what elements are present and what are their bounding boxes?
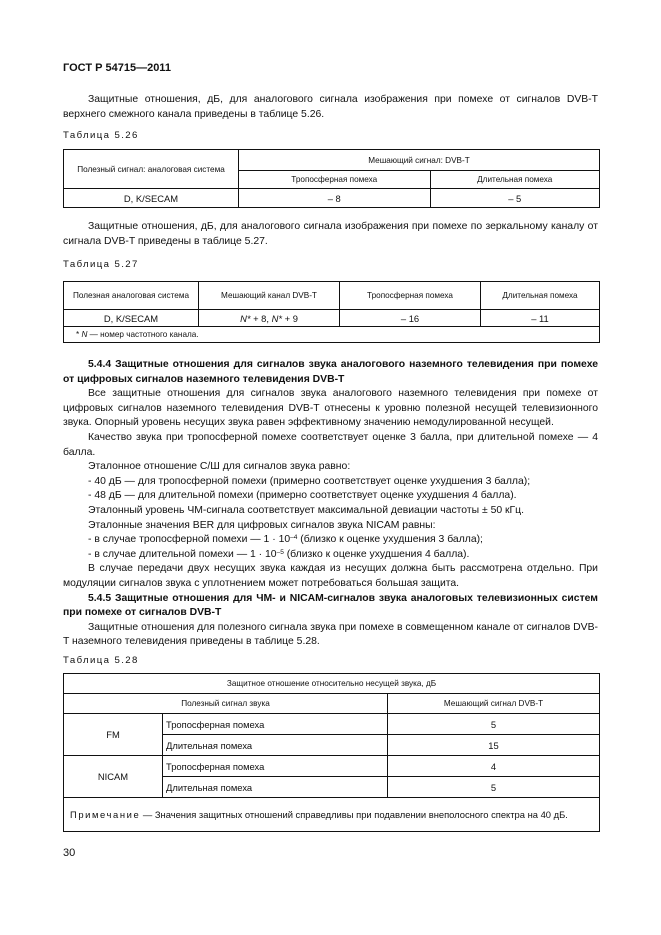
table-cell-type: Длительная помеха — [163, 777, 388, 798]
table-cell-tropo: – 8 — [239, 189, 431, 208]
table-cell-type: Длительная помеха — [163, 735, 388, 756]
ber-tropo-exponent: –4 — [290, 534, 298, 542]
footnote-n: N — [81, 330, 88, 339]
note-label: Примечание — [70, 809, 141, 820]
table-cell-type: Тропосферная помеха — [163, 756, 388, 777]
paragraph: В случае передачи двух несущих звука каждая из несущих должна быть рассмотрена отдельно. При модуляции сигналов звука с уплотнением может потребоваться большая защита. — [63, 563, 598, 589]
ber-long-tail: (близко к оценке ухудшения 4 балла). — [283, 548, 470, 560]
paragraph: Эталонное отношение С/Ш для сигналов звука равно: — [88, 461, 351, 473]
table-5-26-header-interfering: Мешающий сигнал: DVB-T — [239, 150, 600, 171]
page-number: 30 — [63, 847, 76, 859]
paragraph: Защитные отношения для полезного сигнала звука при помехе в совмещенном канале от сигналов DVB-T наземного телевидения приведены в таблице 5.28. — [63, 621, 598, 648]
ber-long-text: - в случае длительной помехи — 1 · 10 — [88, 548, 277, 560]
table-5-27-header-useful: Полезная аналоговая система — [64, 282, 199, 310]
table-cell-system: D, K/SECAM — [64, 310, 199, 327]
table-5-26-header-useful: Полезный сигнал: аналоговая система — [64, 150, 239, 189]
table-5-27-header-long: Длительная помеха — [481, 282, 600, 310]
document-header: ГОСТ Р 54715—2011 — [63, 62, 171, 74]
note-text: — Значения защитных отношений справедливы при подавлении внеполосного спектра на 40 дБ. — [140, 809, 568, 820]
section-heading: 5.4.5 Защитные отношения для ЧМ- и NICAM-сигналов звука аналоговых телевизионных систем при помехе от сигналов DVB-T — [63, 592, 598, 619]
channel-offset-b: + 9 — [282, 312, 298, 324]
list-item: - 48 дБ — для длительной помехи (примерно соответствует оценке ухудшения 4 балла). — [88, 490, 517, 502]
table-cell-channel — [199, 310, 340, 327]
paragraph: Все защитные отношения для сигналов звука аналогового наземного телевидения при помехе от цифровых сигналов наземного телевидения DVB-T отнесены к уровню полезной несущей телевизионного звука. Опорный уровень несущих звука равен эффективному значению немодулированной несущей. — [63, 388, 598, 429]
table-cell-type: Тропосферная помеха — [163, 714, 388, 735]
table-5-28-header-interfering: Мешающий сигнал DVB-T — [388, 694, 600, 714]
table-5-27-header-channel: Мешающий канал DVB-T — [199, 282, 340, 310]
intro-table-5-27: Защитные отношения, дБ, для аналогового сигнала изображения при помехе по зеркальному каналу от сигнала DVB-T приведены в таблице 5.27. — [63, 221, 598, 247]
table-5-27-header-tropo: Тропосферная помеха — [340, 282, 481, 310]
table-5-28-caption: Таблица 5.28 — [63, 655, 139, 666]
paragraph: Качество звука при тропосферной помехе соответствует оценке 3 балла, при длительной помехе — 4 балла. — [63, 431, 598, 458]
table-cell-system: D, K/SECAM — [64, 189, 239, 208]
table-row — [64, 714, 600, 735]
table-5-26 — [63, 149, 600, 208]
table-row — [64, 756, 600, 777]
table-cell-value: 4 — [388, 756, 600, 777]
table-5-26-header-long: Длительная помеха — [430, 171, 600, 189]
table-cell-long: – 5 — [430, 189, 600, 208]
footnote-text: — номер частотного канала. — [87, 330, 199, 339]
list-item: - 40 дБ — для тропосферной помехи (примерно соответствует оценке ухудшения 3 балла); — [88, 475, 531, 487]
table-5-27-footnote — [64, 327, 600, 343]
table-5-28-title: Защитное отношение относительно несущей звука, дБ — [64, 674, 600, 694]
table-5-28-note — [64, 798, 600, 832]
ber-tropo-tail: (близко к оценке ухудшения 3 балла); — [297, 534, 483, 546]
table-5-26-header-tropo: Тропосферная помеха — [239, 171, 431, 189]
table-5-27 — [63, 281, 600, 343]
paragraph: Эталонные значения BER для цифровых сигналов звука NICAM равны: — [88, 519, 436, 531]
list-item — [63, 548, 598, 563]
table-cell-value: 5 — [388, 714, 600, 735]
section-heading: 5.4.4 Защитные отношения для сигналов звука аналогового наземного телевидения при помехе от цифровых сигналов наземного телевидения DVB-T — [63, 359, 598, 385]
channel-n-b: N* — [271, 312, 283, 324]
table-cell-value: 15 — [388, 735, 600, 756]
ber-long-exponent: –5 — [276, 548, 284, 556]
table-cell-system: FM — [64, 714, 163, 756]
table-5-27-caption: Таблица 5.27 — [63, 259, 139, 270]
table-5-28 — [63, 673, 600, 832]
intro-table-5-26: Защитные отношения, дБ, для аналогового сигнала изображения при помехе от сигналов DVB-T верхнего смежного канала приведены в таблице 5.26. — [63, 94, 598, 120]
list-item — [63, 533, 598, 548]
paragraph: Эталонный уровень ЧМ-сигнала соответствует максимальной девиации частоты ± 50 кГц. — [88, 504, 525, 516]
ber-tropo-text: - в случае тропосферной помехи — 1 · 10 — [88, 534, 291, 546]
table-row — [64, 310, 600, 327]
table-5-26-caption: Таблица 5.26 — [63, 130, 139, 141]
channel-offset-a: + 8, — [250, 312, 272, 324]
table-cell-value: 5 — [388, 777, 600, 798]
channel-n-a: N* — [240, 312, 251, 324]
footnote-mark: * — [76, 330, 80, 339]
table-cell-long: – 11 — [481, 310, 600, 327]
section-5-4-4 — [63, 358, 598, 650]
table-5-28-header-useful: Полезный сигнал звука — [64, 694, 388, 714]
table-row — [64, 189, 600, 208]
table-cell-system: NICAM — [64, 756, 163, 798]
table-cell-tropo: – 16 — [340, 310, 481, 327]
